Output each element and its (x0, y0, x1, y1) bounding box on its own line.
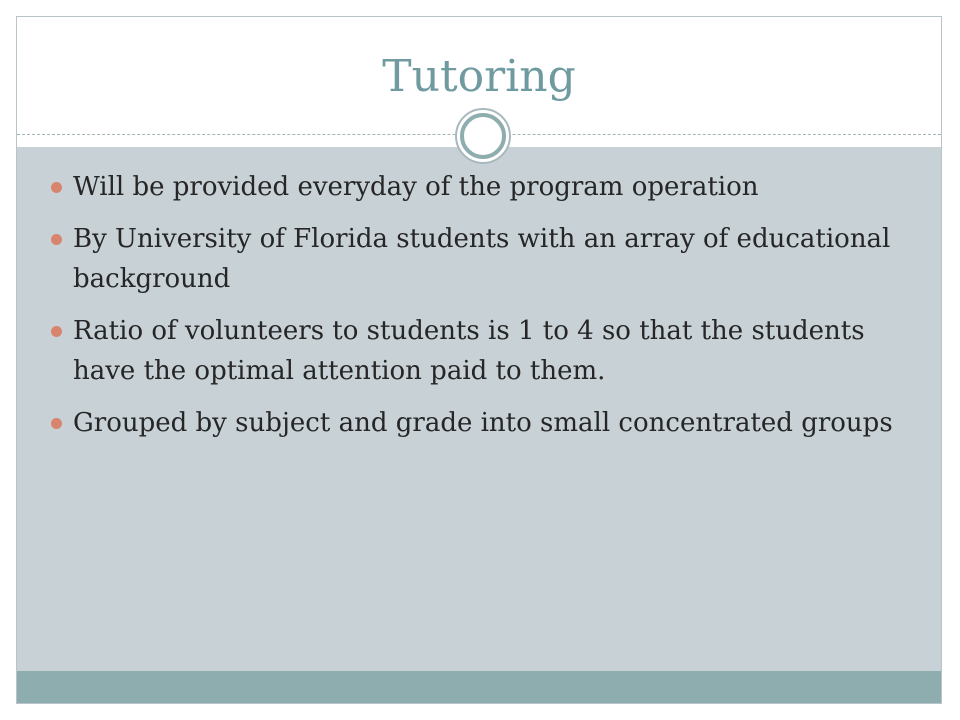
bullet-dot-icon (51, 326, 62, 337)
list-item (51, 403, 911, 443)
list-item (51, 311, 911, 391)
footer-band (17, 671, 941, 704)
bullet-text: Ratio of volunteers to students is 1 to 4 so that the students have the optimal attention paid to them. (73, 316, 865, 386)
bullet-list (51, 167, 911, 455)
bullet-dot-icon (51, 234, 62, 245)
bullet-dot-icon (51, 418, 62, 429)
bullet-text: By University of Florida students with an array of educational background (73, 224, 891, 294)
list-item (51, 219, 911, 299)
slide-title: Tutoring (382, 51, 576, 102)
slide (16, 16, 942, 704)
bullet-dot-icon (51, 182, 62, 193)
ring-ornament-icon (454, 107, 512, 165)
list-item (51, 167, 911, 207)
bullet-text: Grouped by subject and grade into small concentrated groups (73, 408, 893, 438)
bullet-text: Will be provided everyday of the program operation (73, 172, 759, 202)
